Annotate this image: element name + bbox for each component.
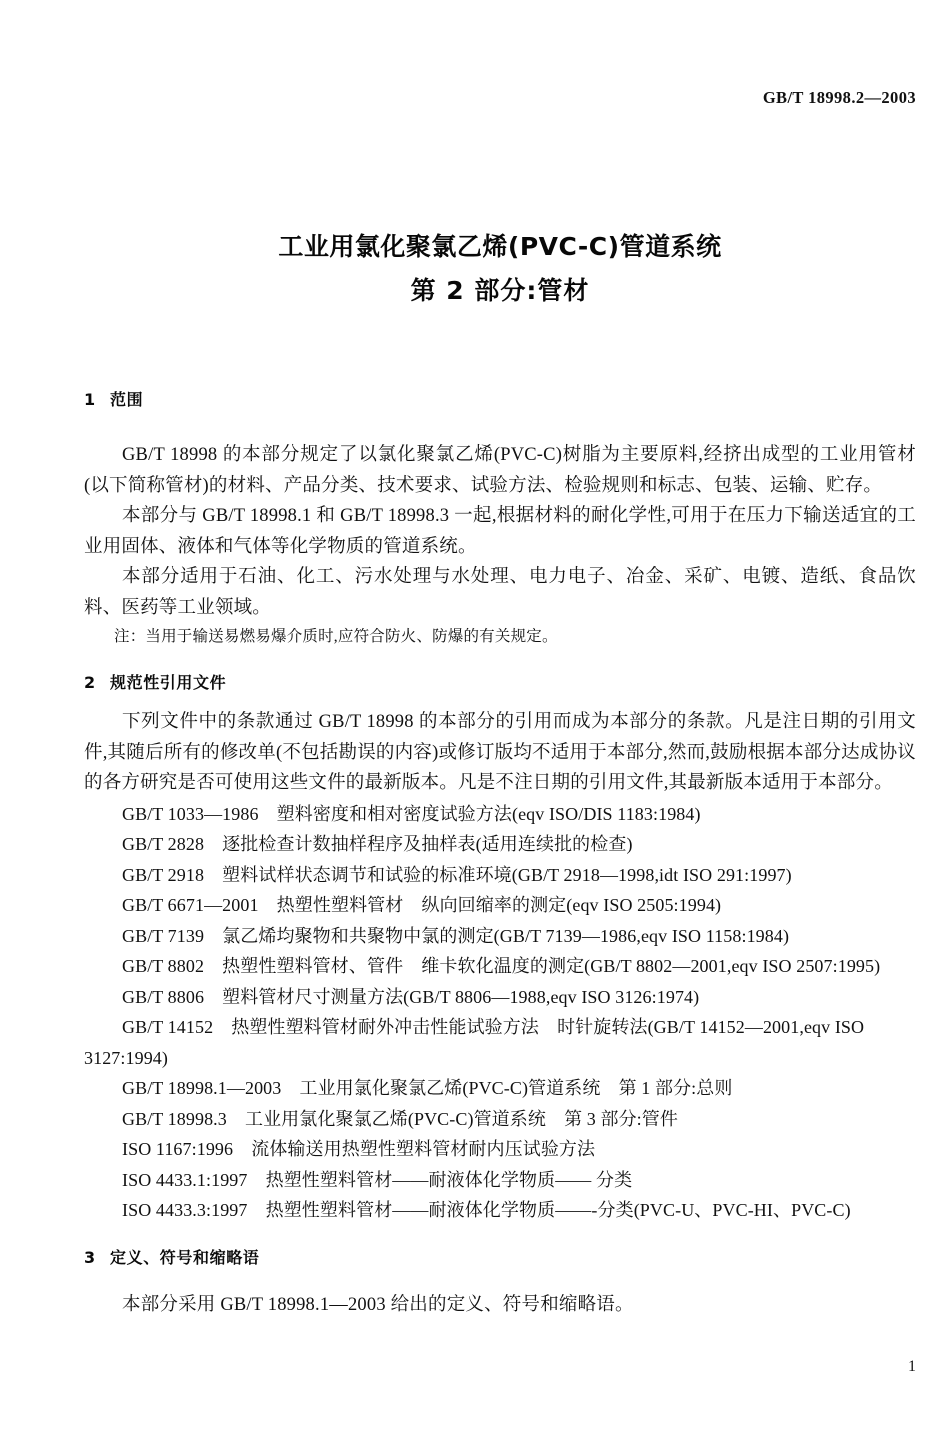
- section-title-2: 规范性引用文件: [110, 673, 227, 692]
- list-item: GB/T 1033—1986 塑料密度和相对密度试验方法(eqv ISO/DIS 1183:1984): [122, 803, 701, 824]
- section-heading-3: [84, 1248, 916, 1268]
- running-header: [84, 88, 916, 108]
- page-title: [84, 228, 916, 310]
- section-title-3: 定义、符号和缩略语: [110, 1247, 260, 1267]
- title-line-1: 工业用氯化聚氯乙烯(PVC-C)管道系统: [278, 232, 722, 261]
- page-number: 1: [908, 1358, 916, 1375]
- scope-paragraph-3: 本部分适用于石油、化工、污水处理与水处理、电力电子、冶金、采矿、电镀、造纸、食品饮料、医药等工业领域。: [84, 567, 916, 618]
- list-item: GB/T 2918 塑料试样状态调节和试验的标准环境(GB/T 2918—1998,idt ISO 291:1997): [122, 864, 792, 885]
- standard-number: GB/T 18998.2—2003: [762, 88, 916, 107]
- list-item: GB/T 2828 逐批检查计数抽样程序及抽样表(适用连续批的检查): [122, 834, 633, 854]
- list-item: GB/T 7139 氯乙烯均聚物和共聚物中氯的测定(GB/T 7139—1986,eqv ISO 1158:1984): [122, 925, 790, 946]
- section-heading-2: [84, 673, 916, 693]
- section-heading-1: [84, 390, 916, 410]
- scope-paragraph-2: 本部分与 GB/T 18998.1 和 GB/T 18998.3 一起,根据材料的耐化学性,可用于在压力下输送适宜的工业用固体、液体和气体等化学物质的管道系统。: [84, 506, 916, 557]
- scope-paragraph-1: GB/T 18998 的本部分规定了以氯化聚氯乙烯(PVC-C)树脂为主要原料,经挤出成型的工业用管材(以下简称管材)的材料、产品分类、技术要求、试验方法、检验规则和标志、包装、运输、贮存。: [84, 445, 916, 496]
- list-item: GB/T 14152 热塑性塑料管材耐外冲击性能试验方法 时针旋转法(GB/T 14152—2001,eqv ISO 3127:1994): [84, 1017, 865, 1068]
- title-line-2: 第 2 部分:管材: [410, 276, 590, 305]
- section-title-1: 范围: [110, 390, 144, 409]
- list-item: GB/T 8802 热塑性塑料管材、管件 维卡软化温度的测定(GB/T 8802—2001,eqv ISO 2507:1995): [122, 956, 881, 976]
- scope-note: 注：当用于输送易燃易爆介质时,应符合防火、防爆的有关规定。: [114, 628, 558, 645]
- list-item: GB/T 8806 塑料管材尺寸测量方法(GB/T 8806—1988,eqv ISO 3126:1974): [122, 986, 700, 1007]
- list-item: GB/T 18998.1—2003 工业用氯化聚氯乙烯(PVC-C)管道系统 第 1 部分:总则: [122, 1078, 733, 1098]
- list-item: GB/T 6671—2001 热塑性塑料管材 纵向回缩率的测定(eqv ISO 2505:1994): [122, 895, 722, 915]
- normative-refs-intro: 下列文件中的条款通过 GB/T 18998 的本部分的引用而成为本部分的条款。凡是注日期的引用文件,其随后所有的修改单(不包括勘误的内容)或修订版均不适用于本部分,然而,鼓励根据本部分达成协议的各方研究是否可使用这些文件的最新版本。凡是不注日期的引用文件,其最新版本适用于本部分。: [84, 712, 916, 793]
- list-item: GB/T 18998.3 工业用氯化聚氯乙烯(PVC-C)管道系统 第 3 部分:管件: [122, 1108, 678, 1129]
- document-body: [84, 390, 916, 1320]
- list-item: ISO 1167:1996 流体输送用热塑性塑料管材耐内压试验方法: [122, 1139, 596, 1159]
- normative-reference-list: [84, 799, 916, 1226]
- definitions-paragraph-1: 本部分采用 GB/T 18998.1—2003 给出的定义、符号和缩略语。: [122, 1294, 634, 1315]
- list-item: ISO 4433.1:1997 热塑性塑料管材——耐液体化学物质—— 分类: [122, 1169, 633, 1190]
- section-number-2: 2: [84, 673, 96, 692]
- section-number-1: 1: [84, 390, 96, 409]
- list-item: ISO 4433.3:1997 热塑性塑料管材——耐液体化学物质——-分类(PVC-U、PVC-HI、PVC-C): [122, 1200, 851, 1220]
- section-number-3: 3: [84, 1247, 96, 1267]
